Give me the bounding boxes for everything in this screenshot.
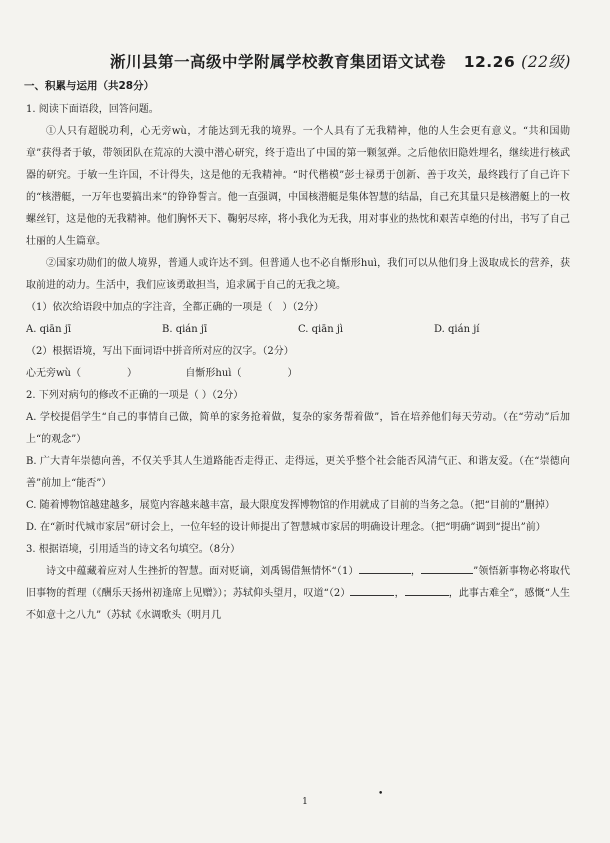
q3-blank-1a[interactable]: [359, 573, 411, 574]
q3-blank-2a[interactable]: [350, 595, 394, 596]
question-1-stem: 1. 阅读下面语段，回答问题。: [26, 104, 159, 115]
title-main: 淅川县第一高级中学附属学校教育集团语文试卷: [110, 53, 447, 71]
option-a: A. qiān jī: [26, 324, 72, 335]
q3-blank-2b[interactable]: [405, 595, 449, 596]
question-2-option-c: C. 随着博物馆越建越多，展览内容越来越丰富，最大限度发挥博物馆的作用就成了目前的当务之急。（把“目前的”删掉）: [26, 500, 555, 511]
question-1-fill-row: [26, 363, 570, 385]
q3-blank-1b[interactable]: [421, 573, 473, 574]
question-2-stem: 2. 下列对病句的修改不正确的一项是（ ）（2分）: [26, 390, 244, 401]
question-2-option-a: A. 学校提倡学生“自己的事情自己做，简单的家务抢着做，复杂的家务帮着做”，旨在培养他们每天劳动。（在“劳动”后加上“的观念”）: [26, 412, 570, 445]
option-d: D. qián jí: [434, 324, 480, 335]
fill-label-wu: 心无旁wù（: [26, 368, 81, 379]
fill-label-hui: 自惭形huì（: [185, 368, 242, 379]
question-2-option-b: B. 广大青年崇德向善，不仅关乎其人生道路能否走得正、走得远，更关乎整个社会能否风清气正、和谐友爱。（在“崇德向善”前加上“能否”）: [26, 456, 570, 489]
question-3-passage: [26, 561, 570, 627]
q3-text-after-1: ”领悟新事物必将取代旧事物的哲理（《酬乐天扬州初逢席上见赠》）；苏轼仰头望月，叹道“（2）: [26, 566, 570, 599]
question-1-sub-1: （1）依次给语段中加点的字注音，全都正确的一项是（ ）（2分）: [26, 302, 324, 313]
q3-text-after-2: ，此事古难全”，感慨“人生不如意十之八九”（苏轼《水调歌头（明月几: [26, 588, 570, 621]
question-1-options: [26, 319, 570, 341]
title-date: 12.26: [463, 53, 516, 71]
q3-text-start: 诗文中蕴藏着应对人生挫折的智慧。面对贬谪，刘禹锡借無情怀“（1）: [46, 566, 359, 577]
page-title: [26, 50, 570, 72]
section-heading: 一、积累与运用（共28分）: [24, 80, 155, 92]
q3-sep-1: ，: [410, 566, 422, 577]
option-b: B. qián jī: [162, 324, 208, 335]
question-1-sub-2: （2）根据语境，写出下面词语中拼音所对应的汉字。（2分）: [26, 346, 294, 357]
option-c: C. qiān jì: [298, 324, 344, 335]
fill-close-wu: ）: [127, 368, 137, 379]
passage-paragraph-1: ①人只有超脱功利，心无旁wù，才能达到无我的境界。一个人具有了无我精神，他的人生会更有意义。“共和国勋章”获得者于敏，带领团队在荒凉的大漠中潜心研究，终于造出了中国的第一颗氢弹。之后他依旧隐姓埋名，继续进行核武器的研究。于敏一生许国，不计得失，这是他的无我精神。“时代楷模”彭士禄勇于创新、善于攻关，最终践行了自己许下的“核潜艇，一万年也要搞出来”的铮铮誓言。他一直强调，中国核潜艇是集体智慧的结晶，自己充其量只是核潜艇上的一枚螺丝钉，这是他的无我精神。他们胸怀天下、鞠躬尽瘁，将小我化为无我，用对事业的热忱和艰苦卓绝的付出，书写了自己壮丽的人生篇章。: [26, 126, 570, 247]
scan-dot: •: [378, 789, 384, 799]
page-number: 1: [302, 797, 308, 807]
q3-sep-2: ，: [394, 588, 405, 599]
title-handwritten-note: (22级): [521, 53, 571, 71]
passage-paragraph-2: ②国家功勋们的做人境界，普通人或许达不到。但普通人也不必自惭形huì，我们可以从他们身上汲取成长的营养，获取前进的动力。生活中，我们应该勇敢担当，追求属于自己的无我之境。: [26, 258, 570, 291]
question-2-option-d: D. 在“新时代城市家居”研讨会上，一位年轻的设计师提出了智慧城市家居的明确设计理念。（把“明确”调到“提出”前）: [26, 522, 546, 533]
fill-close-hui: ）: [287, 368, 298, 379]
question-3-stem: 3. 根据语境，引用适当的诗文名句填空。（8分）: [26, 544, 241, 555]
